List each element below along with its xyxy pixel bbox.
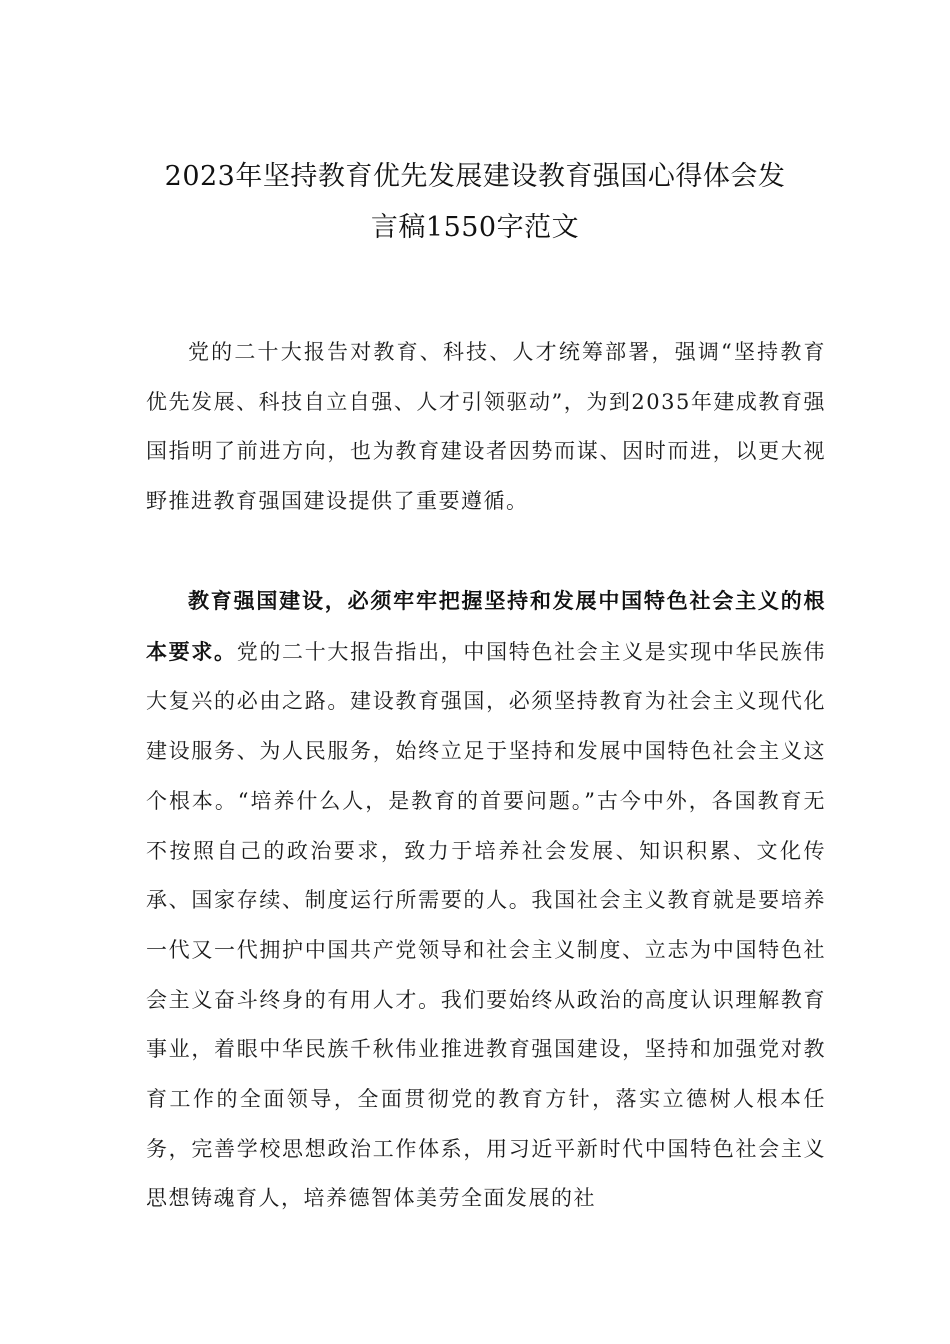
paragraph-lead-bold: 教育强国建设，必须牢牢把握坚持和发展中国特色社会主义的根本要求。 <box>146 588 826 664</box>
paragraph-text: 党的二十大报告指出，中国特色社会主义是实现中华民族伟大复兴的必由之路。建设教育强国，必须坚持教育为社会主义现代化建设服务、为人民服务，始终立足于坚持和发展中国特色社会主义这个根本。“培养什么人，是教育的首要问题。”古今中外，各国教育无不按照自己的政治要求，致力于培养社会发展、知识积累、文化传承、国家存续、制度运行所需要的人。我国社会主义教育就是要培养一代又一代拥护中国共产党领导和社会主义制度、立志为中国特色社会主义奋斗终身的有用人才。我们要始终从政治的高度认识理解教育事业，着眼中华民族千秋伟业推进教育强国建设，坚持和加强党对教育工作的全面领导，全面贯彻党的教育方针，落实立德树人根本任务，完善学校思想政治工作体系，用习近平新时代中国特色社会主义思想铸魂育人，培养德智体美劳全面发展的社 <box>146 639 827 1211</box>
paragraph-text: 党的二十大报告对教育、科技、人才统筹部署，强调“坚持教育优先发展、科技自立自强、人才引领驱动”，为到2035年建成教育强国指明了前进方向，也为教育建设者因势而谋、因时而进，以更大视野推进教育强国建设提供了重要遵循。 <box>146 340 826 514</box>
paragraph-section-1 <box>146 576 826 1224</box>
document-title-line-1: 2023年坚持教育优先发展建设教育强国心得体会发 <box>164 161 786 192</box>
paragraph-intro <box>146 327 826 527</box>
document-title-line-2: 言稿1550字范文 <box>370 212 580 243</box>
